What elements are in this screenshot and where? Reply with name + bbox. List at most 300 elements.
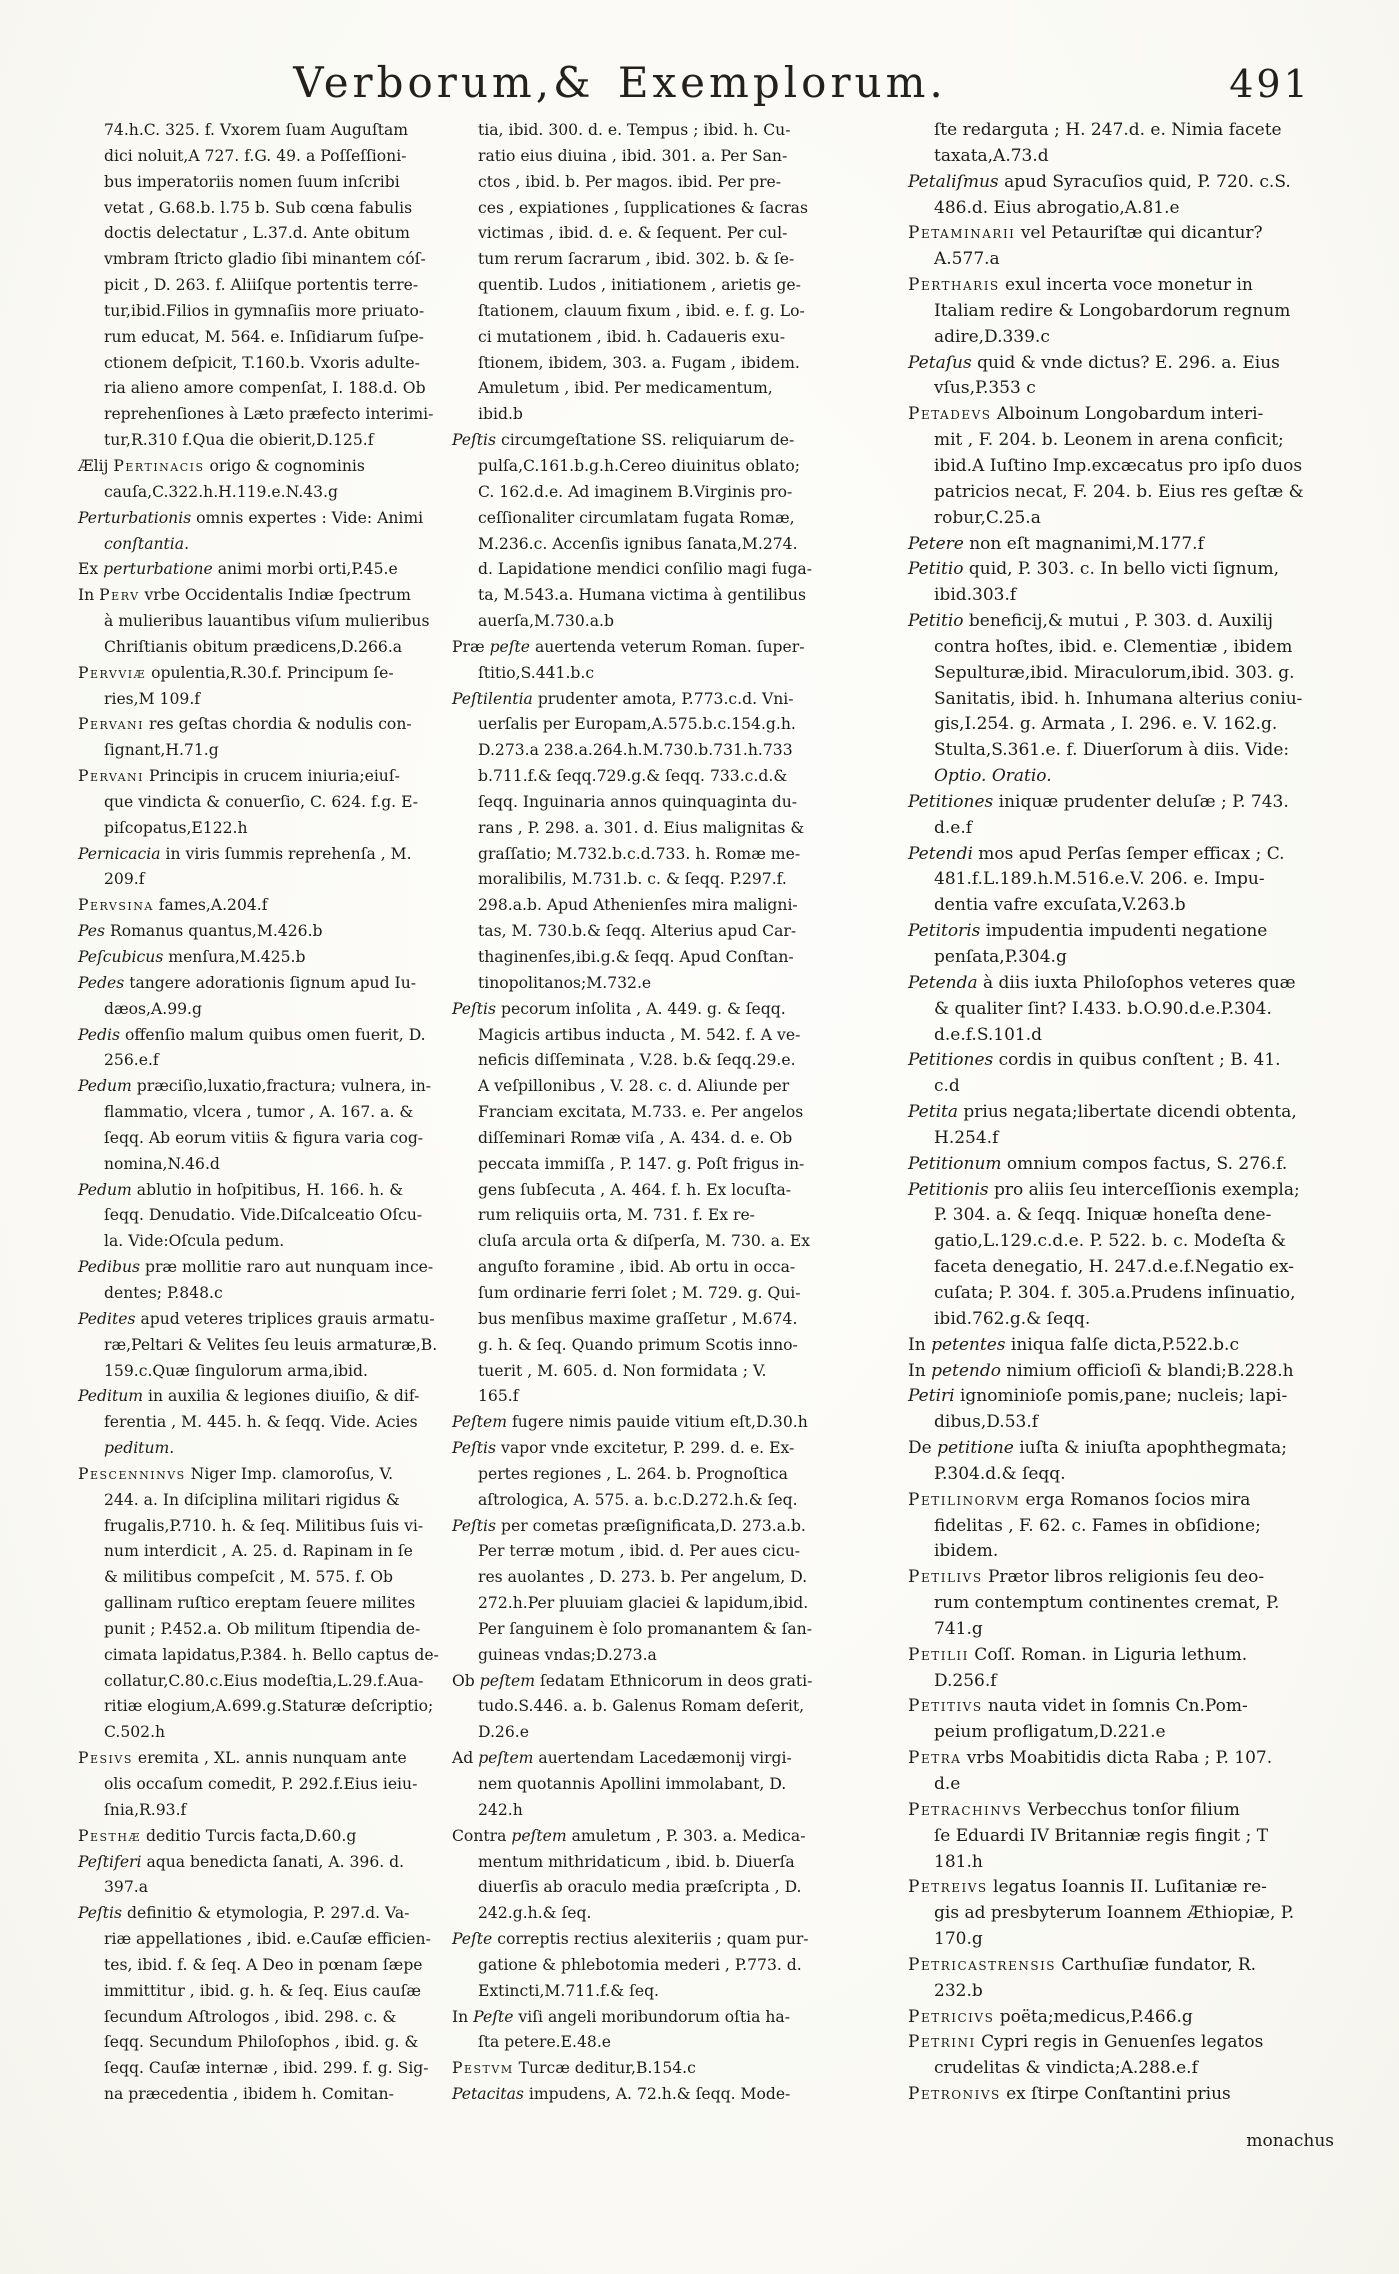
index-line [78,376,426,402]
index-line [452,1178,792,1204]
entry-text: tum rerum ſacrarum , ibid. 302. b. & ſe- [478,250,795,269]
entry-text: vrbe Occidentalis Indiæ ſpectrum [139,586,411,605]
index-line [908,1178,1336,1204]
entry-text: 741.g [934,1618,983,1639]
index-line [908,532,1336,558]
entry-headword: peſte [489,637,531,656]
entry-text: ſtationem, clauum fixum , ibid. e. f. g. Lo- [478,301,805,320]
index-line [78,1462,410,1488]
index-line [78,1307,435,1333]
entry-text: Principis in crucem iniuria;eiuſ- [144,767,400,786]
index-line [452,454,801,480]
entry-text: ſignant,H.71.g [104,741,219,760]
entry-text: Coſſ. Roman. in Liguria lethum. [968,1644,1248,1665]
entry-text: cluſa arcula orta & diſperſa, M. 730. a. Ex [478,1232,811,1251]
index-line [452,1333,798,1359]
index-line [78,1824,410,1850]
index-line [78,1436,410,1462]
entry-headword: Pes [78,922,106,941]
index-line [452,170,786,196]
index-line [78,1927,431,1953]
entry-text: 272.h.Per pluuiam glaciei & lapidum,ibid. [478,1594,809,1613]
entry-text: thaginenſes,ibi.g.& ſeqq. Apud Conſtan- [478,948,794,966]
entry-headword: Petaſus [908,352,972,373]
index-line [452,1307,798,1333]
entry-text: ſeqq. Denudatio. Vide.Diſcalceatio Oſcu- [104,1206,423,1225]
entry-prefix: In [452,2007,474,2026]
entry-headword: Perturbationis [78,508,192,527]
index-line [78,1772,418,1798]
index-line [908,1669,1336,1695]
index-line [908,1048,1336,1074]
index-line [908,299,1336,325]
entry-headword: Pedum [78,1077,132,1096]
entry-text: ſtionem, ibidem, 303. a. Fugam , ibidem. [478,353,800,372]
entry-text: peccata immiſſa , P. 147. g. Poſt frigus in- [478,1154,805,1173]
entry-headword: Pernicacia [78,844,161,863]
entry-text: tinopolitanos;M.732.e [478,973,652,992]
index-line [908,376,1336,402]
index-line [908,867,1336,893]
index-line [78,583,410,609]
index-line [78,2082,410,2108]
entry-headword: Petilivs [908,1567,983,1588]
entry-text: quid, P. 303. c. In bello victi ſignum, [963,559,1280,580]
entry-text: ci mutationem , ibid. h. Cadaueris exu- [478,327,785,346]
index-line [908,1979,1336,2005]
index-line [78,1720,410,1746]
index-line [78,1281,410,1307]
entry-text: piſcopatus,E122.h [104,818,248,837]
text-column-2 [452,118,813,2108]
entry-headword: Petrachinvs [908,1799,1023,1820]
entry-headword: petendo [931,1360,1001,1381]
entry-text: gis,I.254. g. Armata , I. 296. e. V. 162.g. [934,714,1278,735]
entry-headword: Petilii [908,1644,969,1665]
entry-text: Verbecchus tonſor filium [1022,1799,1240,1820]
index-line [908,1720,1336,1746]
index-line [908,2056,1336,2082]
index-line [908,1617,1336,1643]
index-line [78,893,410,919]
entry-text: prius negata;libertate dicendi obtenta, [957,1102,1297,1123]
entry-prefix: In [78,586,100,605]
index-line [908,402,1336,428]
entry-headword: Petadevs [908,404,992,425]
entry-text: ſeqq. Inguinaria annos quinquaginta du- [478,792,798,811]
entry-text: dæos,A.99.g [104,999,202,1018]
entry-text: Stulta,S.361.e. f. Diuerſorum à diis. Vide: [934,740,1290,761]
entry-text: pro aliis ſeu interceſſionis exempla; [988,1179,1300,1200]
entry-text: legatus Ioannis II. Luſitaniæ re- [987,1877,1267,1898]
index-line [908,1229,1336,1255]
entry-text: aſtrologica, A. 575. a. b.c.D.272.h.& ſeq. [478,1490,798,1509]
entry-text: ſta petere.E.48.e [478,2033,612,2052]
index-line [78,867,410,893]
index-line [452,1203,786,1229]
index-line [78,1539,413,1565]
index-line [908,2005,1336,2031]
entry-headword: Petitiones [908,1050,994,1071]
entry-text: iniqua falſe dicta,P.522.b.c [1005,1334,1239,1355]
entry-text: Sepulturæ,ibid. Miraculorum,ibid. 303. g. [934,662,1295,683]
entry-headword: Petitionum [908,1153,1002,1174]
entry-text: crudelitas & vindicta;A.288.e.f [934,2058,1198,2079]
entry-text: dibus,D.53.f [934,1412,1039,1433]
index-line [452,299,805,325]
index-line [452,842,801,868]
entry-text: impudens, A. 72.h.& ſeqq. Mode- [523,2085,791,2104]
entry-headword: Peſte [452,1930,493,1949]
entry-text: ries,M 109.f [104,689,201,708]
entry-text: gatione & phlebotomia mederi , P.773. d. [478,1955,802,1974]
index-line [78,532,410,558]
entry-text: auertendam Lacedæmonij virgi- [533,1749,792,1768]
index-line [452,1255,796,1281]
entry-prefix: In [908,1360,932,1381]
index-line [78,661,410,687]
entry-text: vmbram ſtricto gladio ſibi minantem cóſ- [104,250,426,269]
index-line [78,816,410,842]
entry-text: dentia vafre excuſata,V.263.b [934,895,1186,916]
entry-text: C.502.h [104,1723,166,1742]
entry-text: C. 162.d.e. Ad imaginem B.Virginis pro- [478,482,793,501]
entry-text: taxata,A.73.d [934,145,1049,166]
entry-text: d.e [934,1774,961,1794]
entry-headword: perturbatione [103,560,213,579]
index-line [78,454,410,480]
entry-text: 181.h [934,1851,983,1872]
index-line [78,299,425,325]
index-line [452,1539,801,1565]
catchword: monachus [1246,2131,1334,2151]
index-line [908,971,1336,997]
index-line [908,1462,1336,1488]
index-line [452,764,786,790]
index-line [78,1100,414,1126]
index-line [452,1126,793,1152]
entry-headword: Pedis [78,1025,120,1044]
index-line [78,1591,416,1617]
index-line [908,635,1336,661]
entry-text: amuletum , P. 303. a. Medica- [566,1826,806,1845]
entry-text: & militibus compeſcit , M. 575. f. Ob [104,1568,394,1587]
entry-text: eremita , XL. annis nunquam ante [132,1749,407,1768]
index-line [78,1410,418,1436]
entry-text: ta, M.543.a. Humana victima à gentilibus [478,586,806,605]
entry-text: Romanus quantus,M.426.b [105,922,323,941]
entry-text: riæ appellationes , ibid. e.Cauſæ efficien- [104,1930,431,1949]
entry-text: 170.g [934,1929,983,1950]
entry-text: 74.h.C. 325. f. Vxorem ſuam Auguſtam [104,121,409,139]
entry-text: opulentia,R.30.f. Principum ſe- [146,663,394,682]
entry-headword: Pedes [78,973,125,992]
index-line [908,764,1336,790]
entry-text: Niger Imp. clamoroſus, V. [185,1464,394,1483]
index-line [78,557,410,583]
entry-text: mentum mithridaticum , ibid. b. Diuerſa [478,1852,795,1871]
index-line [452,1824,806,1850]
index-line [908,2030,1336,2056]
entry-text: Per ſanguinem è ſolo promanantem & ſan- [478,1619,812,1638]
entry-text: ſedatam Ethnicorum in deos grati- [535,1671,813,1690]
entry-text: Carthuſiæ fundator, R. [1056,1954,1257,1975]
entry-text: H.254.f [934,1127,999,1148]
entry-text: 244. a. In diſciplina militari rigidus & [104,1490,400,1509]
entry-headword: Pedibus [78,1258,141,1277]
entry-text: 256.e.f [104,1051,159,1070]
entry-headword: Pedites [78,1309,136,1328]
entry-text: 481.f.L.189.h.M.516.e.V. 206. e. Impu- [934,869,1265,890]
entry-text: Alboinum Longobardum interi- [991,404,1264,425]
index-line [78,1643,439,1669]
index-line [908,506,1336,532]
index-line [452,790,798,816]
index-line [78,738,410,764]
index-line [908,1565,1336,1591]
index-line [78,971,417,997]
entry-text: vapor vnde excitetur, P. 299. d. e. Ex- [496,1439,795,1458]
index-line [452,1384,786,1410]
index-line [452,1979,786,2005]
index-line [78,1126,424,1152]
index-line [908,1539,1336,1565]
entry-text: ctionem deſpicit, T.160.b. Vxoris adulte- [104,353,420,372]
index-line [78,1979,422,2005]
entry-text: Franciam excitata, M.733. e. Per angelos [478,1103,804,1122]
entry-headword: Petenda [908,972,978,993]
index-line [452,351,800,377]
entry-text: ignominioſe pomis,pane; nucleis; lapi- [954,1386,1288,1407]
entry-text: d.e.f [934,817,973,838]
entry-text: apud veteres triplices grauis armatu- [135,1309,435,1328]
entry-text: & qualiter ſint? I.433. b.O.90.d.e.P.304. [934,998,1272,1019]
index-line [908,428,1336,454]
entry-headword: petentes [931,1334,1006,1355]
entry-text: nomina,N.46.d [104,1154,220,1173]
index-line [78,712,410,738]
entry-text: bus menſibus maxime graſſetur , M.674. [478,1309,798,1328]
entry-text: ſtitio,S.441.b.c [478,663,595,682]
index-line [78,1384,420,1410]
entry-text: cimata lapidatus,P.384. h. Bello captus de- [104,1645,439,1664]
index-line [78,1850,410,1876]
entry-text: uerſalis per Europam,A.575.b.c.154.g.h. [478,715,796,734]
index-line [908,1203,1336,1229]
index-line [452,1152,805,1178]
index-line [908,454,1336,480]
entry-text: à mulieribus lauantibus viſum mulieribus [104,612,430,631]
entry-text: frugalis,P.710. h. & ſeq. Militibus ſuis vi- [104,1516,424,1535]
entry-text: 298.a.b. Apud Athenienſes mira maligni- [478,896,798,915]
entry-headword: Peſtis [452,431,497,450]
index-line [452,945,794,971]
entry-text: ſte redarguta ; H. 247.d. e. Nimia facete [934,120,1282,140]
index-line [908,1850,1336,1876]
index-line [908,273,1336,299]
index-line [908,1824,1336,1850]
entry-headword: Petitionis [908,1179,989,1200]
index-line [908,945,1336,971]
entry-text: pertes regiones , L. 264. b. Prognoſtica [478,1464,788,1483]
entry-text: ſnia,R.93.f [104,1800,187,1819]
index-line [452,1591,809,1617]
entry-headword: Optio. Oratio. [934,766,1052,787]
index-line [908,1591,1336,1617]
entry-text: olis occaſum comedit, P. 292.f.Eius ieiu- [104,1775,418,1793]
entry-headword: Petendi [908,843,973,864]
index-line [908,1772,1336,1798]
index-line [908,1307,1336,1333]
entry-text: D.26.e [478,1723,529,1742]
index-line [908,1384,1336,1410]
entry-headword: Petitoris [908,921,981,942]
index-line [452,609,786,635]
index-line [908,1281,1336,1307]
entry-text: la. Vide:Oſcula pedum. [104,1232,285,1251]
entry-text: nem quotannis Apollini immolabant, D. [478,1775,787,1793]
entry-text: punit ; P.452.a. Ob militum ſtipendia de- [104,1619,421,1638]
entry-prefix: Ad [452,1749,479,1768]
index-line [78,2005,410,2031]
index-line [452,1359,786,1385]
entry-text: tuerit , M. 605. d. Non formidata ; V. [478,1361,767,1380]
entry-text: offenſio malum quibus omen fuerit, D. [120,1025,426,1044]
entry-text: à diis iuxta Philoſophos veteres quæ [977,972,1296,993]
entry-text: 232.b [934,1980,983,2001]
entry-headword: peſtem [511,1826,567,1845]
entry-headword: Petitiones [908,791,994,812]
index-line [78,1669,424,1695]
entry-text: g. h. & ſeq. Quando primum Scotis inno- [478,1335,798,1354]
index-line [78,609,430,635]
index-line [908,712,1336,738]
index-line [78,325,424,351]
entry-text: deditio Turcis facta,D.60.g [141,1826,357,1845]
index-line [908,557,1336,583]
entry-text: fugere nimis pauide vitium eſt,D.30.h [507,1413,808,1432]
entry-headword: Petere [908,533,964,554]
index-line [908,738,1336,764]
index-line [78,764,410,790]
index-line [908,893,1336,919]
index-line [78,842,410,868]
entry-text: vel Petauriſtæ qui dicantur? [1015,223,1263,244]
entry-text: robur,C.25.a [934,507,1041,528]
entry-text: ceſſionaliter circumlatam fugata Romæ, [478,508,795,527]
index-line [452,2056,786,2082]
entry-text: impudentia impudenti negatione [980,921,1268,942]
index-line [78,1023,426,1049]
entry-text: graſſatio; M.732.b.c.d.733. h. Romæ me- [478,844,801,863]
entry-text: exul incerta voce monetur in [999,275,1253,296]
index-line [452,635,805,661]
index-line [908,2082,1336,2108]
index-line [908,661,1336,687]
entry-text: non eſt magnanimi,M.177.f [963,533,1204,554]
entry-headword: Peditum [78,1387,144,1406]
index-line [78,1694,434,1720]
index-line [78,221,410,247]
entry-headword: Petronivs [908,2084,1001,2105]
entry-text: ſeqq. Cauſæ internæ , ibid. 299. f. g. Sig- [104,2059,429,2078]
index-line [908,118,1336,144]
entry-headword: Pervani [78,715,145,734]
entry-headword: Pertharis [908,275,1000,296]
entry-text: ex ſtirpe Conſtantini prius [1000,2084,1231,2105]
index-line [78,1901,410,1927]
index-line [78,273,419,299]
index-line [452,1462,786,1488]
index-line [908,1694,1336,1720]
index-line [78,1229,410,1255]
index-line [452,1617,812,1643]
entry-headword: Petaminarii [908,223,1016,244]
text-column-1 [78,118,439,2108]
entry-headword: peditum. [104,1439,175,1458]
index-line [452,1436,795,1462]
entry-text: tes, ibid. f. & ſeq. A Deo in pœnam ſæpe [104,1955,423,1974]
entry-text: rans , P. 298. a. 301. d. Eius malignitas & [478,818,805,837]
entry-text: Amuletum , ibid. Per medicamentum, [478,379,773,398]
index-line [452,506,795,532]
entry-text: Magicis artibus inducta , M. 542. f. A ve- [478,1025,801,1044]
entry-text: apud Syracuſios quid, P. 720. c.S. [998,171,1291,192]
entry-prefix: De [908,1438,938,1459]
entry-headword: Peſtem [452,1413,508,1432]
entry-text: guineas vndas;D.273.a [478,1645,657,1664]
entry-headword: Petricastrensis [908,1954,1057,1975]
index-line [908,1436,1336,1462]
entry-text: P. 304. a. & ſeqq. Iniquæ honeſta dene- [934,1205,1272,1226]
index-line [452,971,786,997]
index-line [78,402,434,428]
index-line [908,221,1336,247]
entry-text: aqua benedicta ſanati, A. 396. d. [141,1852,405,1871]
entry-text: tia, ibid. 300. d. e. Tempus ; ibid. h. Cu- [478,121,791,139]
index-line [452,273,801,299]
entry-headword: Pestvm [452,2059,514,2078]
entry-text: 159.c.Quæ ſingulorum arma,ibid. [104,1361,368,1380]
entry-text: doctis delectatur , L.37.d. Ante obitum [104,224,410,243]
entry-headword: Peſtis [452,1439,497,1458]
index-line [452,1875,802,1901]
index-line [452,1565,808,1591]
index-line [78,118,410,144]
index-line [78,1048,410,1074]
entry-text: rum contemptum continentes cremat, P. [934,1593,1280,1614]
entry-text: iniquæ prudenter deluſæ ; P. 743. [993,791,1289,812]
entry-text: patricios necat, F. 204. b. Eius res geſtæ & [934,481,1304,502]
entry-text: ibid.b [478,405,523,424]
entry-prefix: Ælij [78,456,114,475]
entry-text: neficis diſſeminata , V.28. b.& ſeqq.29.e. [478,1051,796,1070]
index-line [908,816,1336,842]
index-line [452,2005,790,2031]
index-line [908,1359,1336,1385]
index-line [452,557,812,583]
entry-text: per cometas præſignificata,D. 273.a.b. [496,1516,806,1535]
index-line [78,351,420,377]
index-line [78,1953,423,1979]
index-line [452,1720,786,1746]
entry-text: 242.g.h.& ſeq. [478,1904,592,1923]
index-line [452,144,786,170]
entry-text: correptis rectius alexiteriis ; quam pur- [492,1930,809,1949]
entry-text: penſata,P.304.g [934,947,1067,967]
entry-text: iuſta & iniuſta apophthegmata; [1013,1438,1288,1459]
index-line [78,635,410,661]
